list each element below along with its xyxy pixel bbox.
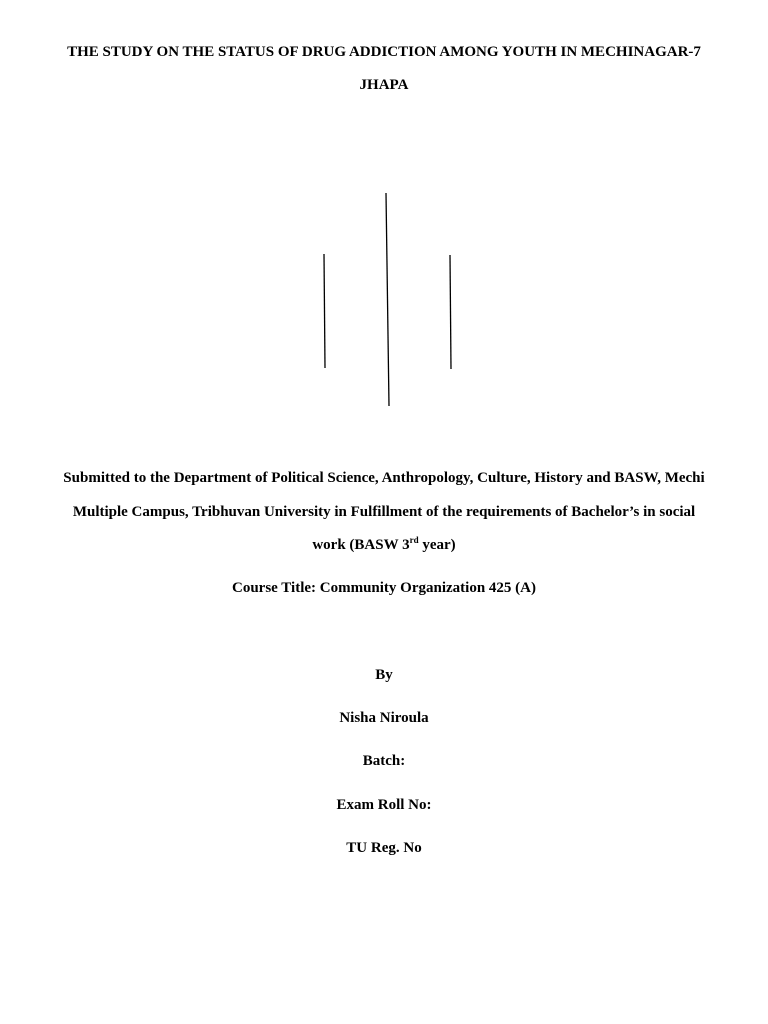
tu-reg-label: TU Reg. No: [346, 840, 422, 856]
author-name: Nisha Niroula: [339, 710, 429, 726]
course-title: Course Title: Community Organization 425 (A): [231, 580, 536, 596]
submission-line-3-text: work (BASW 3: [312, 537, 410, 553]
by-label: By: [375, 667, 393, 683]
right-vertical-line: [450, 255, 451, 369]
exam-roll-label: Exam Roll No:: [336, 797, 432, 813]
document-title-line-2: JHAPA: [359, 77, 409, 93]
submission-line-3: [0, 537, 768, 554]
document-title-line-1: THE STUDY ON THE STATUS OF DRUG ADDICTION AMONG YOUTH IN MECHINAGAR-7: [67, 44, 701, 60]
left-vertical-line: [324, 254, 325, 368]
submission-line-1: Submitted to the Department of Political Science, Anthropology, Culture, History and BASW, Mechi: [63, 470, 705, 486]
submission-line-3-tail: year): [418, 537, 456, 553]
batch-label: Batch:: [362, 753, 406, 769]
submission-line-2: Multiple Campus, Tribhuvan University in Fulfillment of the requirements of Bachelor’s in social: [72, 504, 696, 520]
center-vertical-line: [386, 193, 389, 406]
ordinal-superscript: rd: [409, 535, 419, 545]
